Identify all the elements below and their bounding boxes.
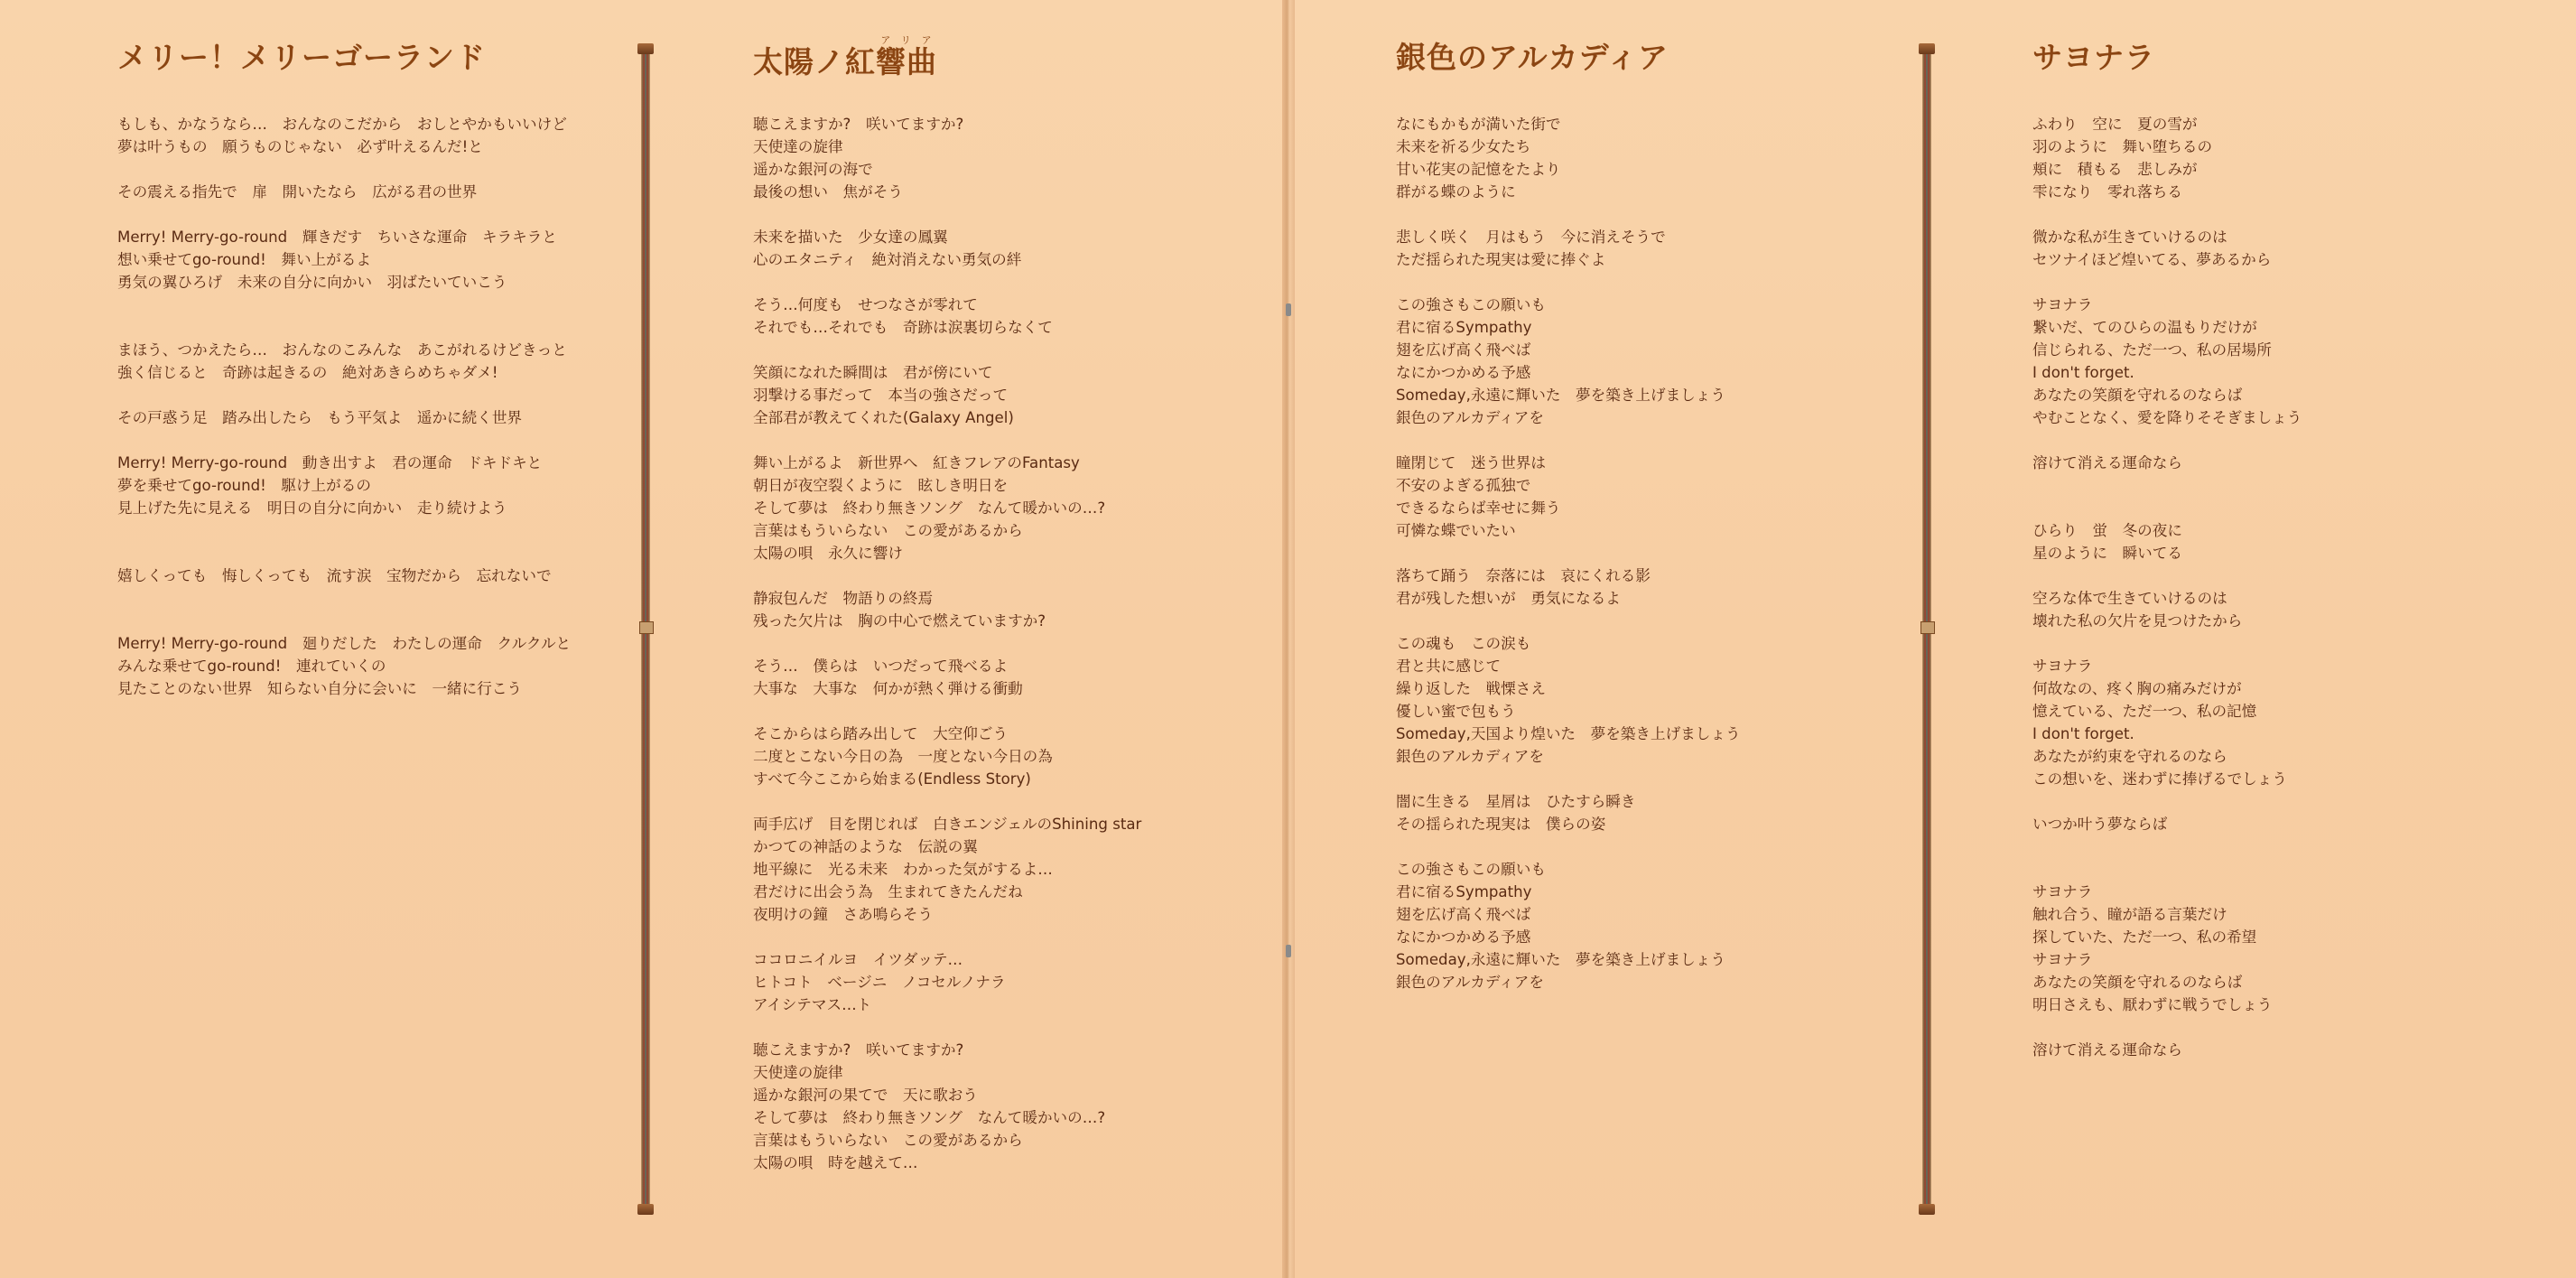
lyrics-block xyxy=(2032,113,2302,1061)
lyric-line: この魂も この涙も xyxy=(1396,635,1531,652)
lyric-line: 憶えている、ただ一つ、私の記憶 xyxy=(2032,703,2257,720)
lyric-line: サヨナラ xyxy=(2032,883,2093,900)
blank-line xyxy=(2032,497,2302,519)
lyric-line: 遥かな銀河の果てで 天に歌おう xyxy=(753,1087,978,1104)
lyric-line: 未来を描いた 少女達の鳳翼 xyxy=(753,229,948,246)
lyric-line: ヒトコト ベージニ ノコセルノナラ xyxy=(753,974,1006,991)
blank-line xyxy=(117,429,571,452)
lyric-line: この想いを、迷わずに捧げるでしょう xyxy=(2032,770,2287,788)
lyric-line: 朝日が夜空裂くように 眩しき明日を xyxy=(753,477,1009,494)
lyric-line: I don't forget. xyxy=(2032,725,2134,742)
lyric-line: 空ろな体で生きていけるのは xyxy=(2032,590,2227,607)
blank-line xyxy=(117,294,571,316)
lyric-line: いつか叶う夢ならば xyxy=(2032,816,2168,833)
lyric-line: そう… 僕らは いつだって飛べるよ xyxy=(753,658,1009,675)
blank-line xyxy=(117,158,571,181)
lyric-line: 夢を乗せてgo-round! 駆け上がるの xyxy=(117,477,371,494)
lyric-line: 悲しく咲く 月はもう 今に消えそうで xyxy=(1396,229,1666,246)
blank-line xyxy=(1396,835,1741,858)
lyric-line: そこからはら踏み出して 大空仰ごう xyxy=(753,725,1009,742)
lyric-line: 君だけに出会う為 生まれてきたんだね xyxy=(753,883,1023,900)
lyric-line: アイシテマス…ト xyxy=(753,996,872,1013)
blank-line xyxy=(1396,542,1741,564)
blank-line xyxy=(753,790,1141,813)
lyric-line: 星のように 瞬いてる xyxy=(2032,545,2182,562)
lyric-line: ふわり 空に 夏の雪が xyxy=(2032,116,2198,133)
lyric-line: 両手広げ 目を閉じれば 白きエンジェルのShining star xyxy=(753,816,1142,833)
blank-line xyxy=(1396,768,1741,790)
song-title: サヨナラ xyxy=(2032,40,2155,75)
lyric-line: 笑顔になれた瞬間は 君が傍にいて xyxy=(753,364,993,381)
lyric-line: I don't forget. xyxy=(2032,364,2134,381)
lyric-line: あなたの笑顔を守れるのならば xyxy=(2032,387,2243,404)
lyric-line: 頬に 積もる 悲しみが xyxy=(2032,161,2198,178)
lyric-line: 銀色のアルカディアを xyxy=(1396,409,1544,426)
lyric-line: 銀色のアルカディアを xyxy=(1396,974,1544,991)
lyric-line: 天使達の旋律 xyxy=(753,1064,843,1081)
lyric-line: 未来を祈る少女たち xyxy=(1396,138,1531,155)
lyric-line: 可憐な蝶でいたい xyxy=(1396,522,1516,539)
blank-line xyxy=(1396,203,1741,226)
blank-line xyxy=(2032,271,2302,294)
lyric-line: 見たことのない世界 知らない自分に会いに 一緒に行こう xyxy=(117,680,523,697)
blank-line xyxy=(1396,271,1741,294)
lyric-line: 繋いだ、てのひらの温もりだけが xyxy=(2032,319,2257,336)
lyric-line: みんな乗せてgo-round! 連れていくの xyxy=(117,658,386,675)
lyric-line: 想い乗せてgo-round! 舞い上がるよ xyxy=(117,251,371,268)
blank-line xyxy=(753,271,1141,294)
lyric-line: 勇気の翼ひろげ 未来の自分に向かい 羽ばたいていこう xyxy=(117,274,507,291)
song-title: メリー！メリーゴーランド xyxy=(117,40,486,75)
lyric-line: 君に宿るSympathy xyxy=(1396,883,1532,900)
lyric-line: 探していた、ただ一つ、私の希望 xyxy=(2032,928,2257,946)
song-title: 銀色のアルカディア xyxy=(1396,40,1669,75)
lyric-line: この強さもこの願いも xyxy=(1396,861,1546,878)
lyric-line: すべて今ここから始まる(Endless Story) xyxy=(753,770,1031,788)
blank-line xyxy=(117,203,571,226)
lyric-line: 遥かな銀河の海で xyxy=(753,161,873,178)
lyrics-block xyxy=(1396,113,1741,993)
lyric-line: サヨナラ xyxy=(2032,658,2093,675)
lyric-line: ココロニイルヨ イツダッテ… xyxy=(753,951,963,968)
lyric-line: Merry! Merry-go-round 動き出すよ 君の運命 ドキドキと xyxy=(117,454,543,471)
blank-line xyxy=(1396,429,1741,452)
lyric-line: もしも、かなうなら… おんなのこだから おしとやかもいいけど xyxy=(117,116,567,133)
lyric-line: 嬉しくっても 悔しくっても 流す涙 宝物だから 忘れないで xyxy=(117,567,552,584)
staple xyxy=(1286,303,1291,316)
lyric-line: 翅を広げ高く飛べば xyxy=(1396,341,1531,359)
lyric-line: サヨナラ xyxy=(2032,296,2093,313)
lyric-line: サヨナラ xyxy=(2032,951,2093,968)
lyric-line: あなたが約束を守れるのなら xyxy=(2032,748,2227,765)
booklet-spine xyxy=(1282,0,1295,1278)
lyric-line: 君と共に感じて xyxy=(1396,658,1502,675)
blank-line xyxy=(753,429,1141,452)
lyric-line: その震える指先で 扉 開いたなら 広がる君の世界 xyxy=(117,183,478,201)
lyric-line: 甘い花実の記憶をたより xyxy=(1396,161,1561,178)
blank-line xyxy=(117,384,571,406)
lyric-line: ひらり 蛍 冬の夜に xyxy=(2032,522,2182,539)
lyric-line: Merry! Merry-go-round 輝きだす ちいさな運命 キラキラと xyxy=(117,229,557,246)
lyric-line: 太陽の唄 時を越えて… xyxy=(753,1154,918,1171)
lyric-line: そして夢は 終わり無きソング なんて暖かいの…? xyxy=(753,1109,1106,1126)
lyric-line: 強く信じると 奇跡は起きるの 絶対あきらめちゃダメ! xyxy=(117,364,498,381)
lyric-line: 不安のよぎる孤独で xyxy=(1396,477,1531,494)
blank-line xyxy=(2032,858,2302,881)
lyric-line: Someday,天国より煌いた 夢を築き上げましょう xyxy=(1396,725,1741,742)
lyric-line: この強さもこの願いも xyxy=(1396,296,1546,313)
lyric-line: そう…何度も せつなさが零れて xyxy=(753,296,978,313)
lyric-line: 地平線に 光る未来 わかった気がするよ… xyxy=(753,861,1053,878)
lyric-line: 何故なの、疼く胸の痛みだけが xyxy=(2032,680,2242,697)
column-divider xyxy=(639,43,652,1215)
lyric-line: 最後の想い 焦がそう xyxy=(753,183,903,201)
blank-line xyxy=(2032,203,2302,226)
lyric-line: 溶けて消える運命なら xyxy=(2032,454,2182,471)
lyric-line: できるならば幸せに舞う xyxy=(1396,499,1561,517)
lyric-line: 繰り返した 戦慄さえ xyxy=(1396,680,1546,697)
lyric-line: 落ちて踊う 奈落には 哀にくれる影 xyxy=(1396,567,1651,584)
staple xyxy=(1286,945,1291,957)
lyric-line: 言葉はもういらない この愛があるから xyxy=(753,522,1023,539)
lyric-line: 銀色のアルカディアを xyxy=(1396,748,1544,765)
lyric-line: 夜明けの鐘 さあ鳴らそう xyxy=(753,906,934,923)
lyric-line: 君に宿るSympathy xyxy=(1396,319,1532,336)
lyric-line: 群がる蝶のように xyxy=(1396,183,1516,201)
lyric-line: Someday,永遠に輝いた 夢を築き上げましょう xyxy=(1396,951,1725,968)
blank-line xyxy=(753,700,1141,723)
blank-line xyxy=(117,587,571,610)
lyric-line: その戸惑う足 踏み出したら もう平気よ 遥かに続く世界 xyxy=(117,409,523,426)
lyric-line: 二度とこない今日の為 一度とない今日の為 xyxy=(753,748,1053,765)
lyric-line: 明日さえも、厭わずに戦うでしょう xyxy=(2032,996,2273,1013)
song-title: 太陽ノ紅響曲アリア xyxy=(753,34,937,79)
lyric-line: あなたの笑顔を守れるのならば xyxy=(2032,974,2243,991)
lyric-line: ただ揺られた現実は愛に捧ぐよ xyxy=(1396,251,1606,268)
lyric-line: Someday,永遠に輝いた 夢を築き上げましょう xyxy=(1396,387,1725,404)
blank-line xyxy=(117,519,571,542)
blank-line xyxy=(2032,474,2302,497)
blank-line xyxy=(117,542,571,564)
blank-line xyxy=(117,316,571,339)
lyric-line: 太陽の唄 永久に響け xyxy=(753,545,903,562)
blank-line xyxy=(753,564,1141,587)
lyric-line: 聴こえますか? 咲いてますか? xyxy=(753,1041,964,1059)
lyric-line: 羽撃ける事だって 本当の強さだって xyxy=(753,387,1009,404)
lyric-line: 瞳閉じて 迷う世界は xyxy=(1396,454,1546,471)
blank-line xyxy=(2032,564,2302,587)
lyric-line: 天使達の旋律 xyxy=(753,138,843,155)
blank-line xyxy=(2032,1016,2302,1039)
lyric-line: なにかつかめる予感 xyxy=(1396,364,1531,381)
lyric-line: 微かな私が生きていけるのは xyxy=(2032,229,2227,246)
blank-line xyxy=(753,632,1141,655)
blank-line xyxy=(753,339,1141,361)
lyric-line: 大事な 大事な 何かが熱く弾ける衝動 xyxy=(753,680,1023,697)
lyric-line: なにもかもが満いた街で xyxy=(1396,116,1561,133)
lyric-line: その揺られた現実は 僕らの姿 xyxy=(1396,816,1606,833)
blank-line xyxy=(2032,790,2302,813)
lyric-line: Merry! Merry-go-round 廻りだした わたしの運命 クルクルと xyxy=(117,635,572,652)
lyric-line: 羽のように 舞い堕ちるの xyxy=(2032,138,2213,155)
lyric-line: 心のエタニティ 絶対消えない勇気の絆 xyxy=(753,251,1022,268)
lyric-line: 雫になり 零れ落ちる xyxy=(2032,183,2182,201)
lyric-line: かつての神話のような 伝説の翼 xyxy=(753,838,978,855)
lyric-line: やむことなく、愛を降りそそぎましょう xyxy=(2032,409,2302,426)
lyric-line: それでも…それでも 奇跡は涙裏切らなくて xyxy=(753,319,1053,336)
lyric-line: 静寂包んだ 物語りの終焉 xyxy=(753,590,934,607)
lyric-line: 触れ合う、瞳が語る言葉だけ xyxy=(2032,906,2227,923)
blank-line xyxy=(753,203,1141,226)
blank-line xyxy=(753,1016,1141,1039)
lyrics-block xyxy=(753,113,1141,1174)
lyric-line: 見上げた先に見える 明日の自分に向かい 走り続けよう xyxy=(117,499,507,517)
blank-line xyxy=(2032,429,2302,452)
column-divider xyxy=(1920,43,1933,1215)
lyric-line: 翅を広げ高く飛べば xyxy=(1396,906,1531,923)
lyrics-block xyxy=(117,113,571,700)
lyric-line: 優しい蜜で包もう xyxy=(1396,703,1516,720)
blank-line xyxy=(2032,835,2302,858)
blank-line xyxy=(2032,632,2302,655)
lyric-line: セツナイほど煌いてる、夢あるから xyxy=(2032,251,2272,268)
lyric-line: 君が残した想いが 勇気になるよ xyxy=(1396,590,1621,607)
lyric-line: 残った欠片は 胸の中心で燃えていますか? xyxy=(753,612,1046,630)
lyric-line: 壊れた私の欠片を見つけたから xyxy=(2032,612,2243,630)
lyric-line: 言葉はもういらない この愛があるから xyxy=(753,1132,1023,1149)
lyric-line: まほう、つかえたら… おんなのこみんな あこがれるけどきっと xyxy=(117,341,567,359)
lyric-line: そして夢は 終わり無きソング なんて暖かいの…? xyxy=(753,499,1106,517)
lyric-line: 信じられる、ただ一つ、私の居場所 xyxy=(2032,341,2272,359)
blank-line xyxy=(753,926,1141,948)
blank-line xyxy=(117,610,571,632)
lyric-line: 夢は叶うもの 願うものじゃない 必ず叶えるんだ!と xyxy=(117,138,483,155)
blank-line xyxy=(1396,610,1741,632)
lyric-line: 溶けて消える運命なら xyxy=(2032,1041,2182,1059)
lyric-line: なにかつかめる予感 xyxy=(1396,928,1531,946)
lyric-line: 聴こえますか? 咲いてますか? xyxy=(753,116,964,133)
lyric-line: 舞い上がるよ 新世界へ 紅きフレアのFantasy xyxy=(753,454,1080,471)
lyric-line: 闇に生きる 星屑は ひたすら瞬き xyxy=(1396,793,1636,810)
lyric-line: 全部君が教えてくれた(Galaxy Angel) xyxy=(753,409,1014,426)
